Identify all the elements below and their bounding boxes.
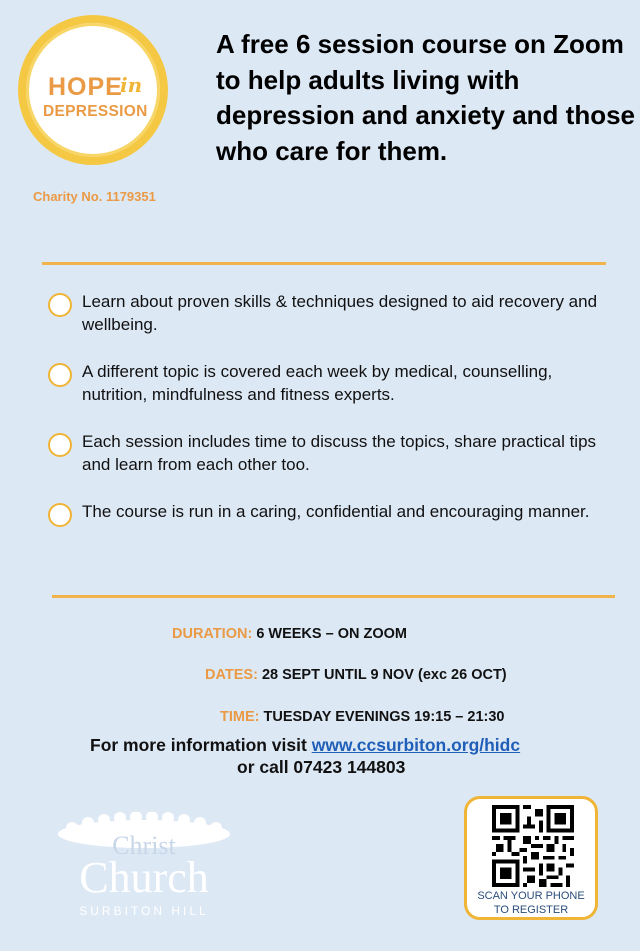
bullet-item (48, 500, 618, 523)
bullet-circle-icon (48, 503, 72, 527)
church-christ-text: Christ (112, 831, 176, 860)
qr-code-icon[interactable] (491, 805, 575, 887)
qr-caption (467, 889, 595, 917)
more-info-line (90, 734, 580, 757)
church-church-text: Church (79, 853, 209, 902)
logo-depression-text: DEPRESSION (43, 103, 148, 120)
dates-value: 28 SEPT UNTIL 9 NOV (exc 26 OCT) (261, 667, 507, 683)
more-info-text: For more information visit (90, 735, 312, 755)
bullet-text: Learn about proven skills & techniques designed to aid recovery and wellbeing. (82, 292, 598, 334)
dates-row (205, 667, 507, 683)
bullet-list (48, 290, 618, 523)
divider-top (42, 262, 606, 265)
bullet-item (48, 290, 618, 336)
bullet-item (48, 430, 618, 476)
hope-in-depression-logo (18, 15, 168, 165)
bullet-text: The course is run in a caring, confidential and encouraging manner. (82, 502, 590, 521)
qr-caption-line1: SCAN YOUR PHONE (477, 890, 585, 902)
bullet-circle-icon (48, 363, 72, 387)
logo-hope-text: HOPE (48, 73, 123, 101)
duration-label: DURATION: (172, 626, 253, 642)
charity-number: Charity No. 1179351 (33, 189, 156, 204)
headline: A free 6 session course on Zoom to help adults living with depression and anxiety and those who care for them. (216, 29, 635, 166)
bullet-text: Each session includes time to discuss the topics, share practical tips and learn from each other too. (82, 432, 597, 474)
duration-value: 6 WEEKS – ON ZOOM (256, 626, 407, 642)
church-place-text: SURBITON HILL (79, 904, 209, 918)
duration-row (172, 626, 407, 642)
qr-register-box[interactable] (464, 796, 598, 920)
logo-in-text: in (120, 73, 143, 97)
dates-label: DATES: (205, 667, 258, 683)
time-row (220, 709, 504, 725)
time-value: TUESDAY EVENINGS 19:15 – 21:30 (263, 709, 505, 725)
website-link[interactable]: www.ccsurbiton.org/hidc (311, 735, 521, 755)
bullet-item (48, 360, 618, 406)
bullet-text: A different topic is covered each week by medical, counselling, nutrition, mindfulness and fitness experts. (82, 362, 553, 404)
bullet-circle-icon (48, 433, 72, 457)
divider-bottom (52, 595, 615, 598)
qr-caption-line2: TO REGISTER (493, 904, 569, 916)
christ-church-logo (44, 812, 244, 922)
call-line: or call 07423 144803 (237, 757, 406, 777)
time-label: TIME: (220, 709, 260, 725)
bullet-circle-icon (48, 293, 72, 317)
